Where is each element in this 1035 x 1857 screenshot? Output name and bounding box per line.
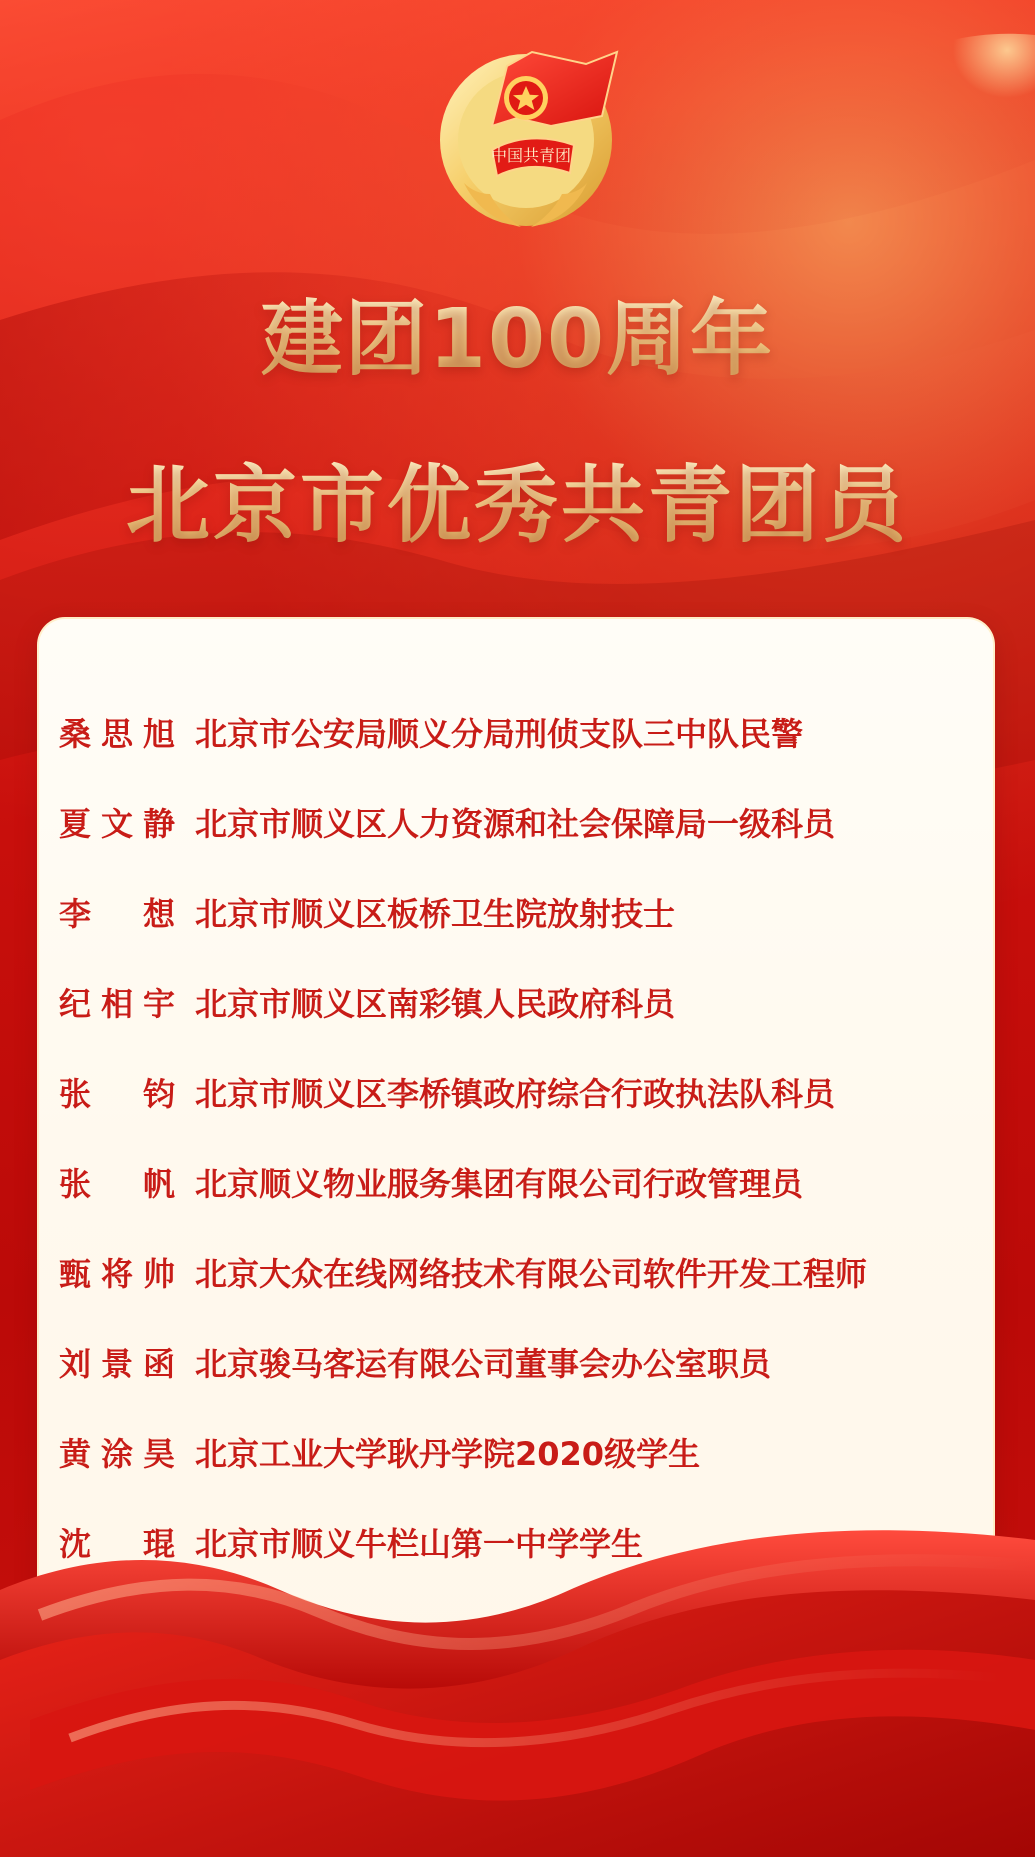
honoree-name: 张帆 [59,1165,175,1203]
honoree-name: 张钧 [59,1075,175,1113]
honoree-list [59,689,979,1589]
honoree-name: 刘景函 [59,1345,175,1383]
page-title-line-2: 北京市优秀共青团员 [0,455,1035,555]
page-title-line-1: 建团100周年 [0,290,1035,390]
honoree-row [59,1229,979,1319]
honoree-row [59,1049,979,1139]
honoree-row [59,689,979,779]
honoree-role: 北京市公安局顺义分局刑侦支队三中队民警 [195,715,804,753]
honoree-role: 北京市顺义区人力资源和社会保障局一级科员 [195,805,836,843]
honoree-row [59,1319,979,1409]
honoree-row [59,959,979,1049]
honoree-role: 北京大众在线网络技术有限公司软件开发工程师 [195,1255,868,1293]
honoree-name: 甄将帅 [59,1255,175,1293]
honoree-role: 北京工业大学耿丹学院2020级学生 [195,1435,701,1473]
honoree-row [59,779,979,869]
honoree-role: 北京市顺义区南彩镇人民政府科员 [195,985,676,1023]
honoree-role: 北京市顺义区板桥卫生院放射技士 [195,895,676,933]
emblem-banner-text: 中国共青团 [490,146,572,165]
honoree-name: 夏文静 [59,805,175,843]
honoree-name: 桑思旭 [59,715,175,753]
honoree-row [59,1139,979,1229]
honoree-row [59,869,979,959]
honoree-role: 北京顺义物业服务集团有限公司行政管理员 [195,1165,804,1203]
honoree-name: 黄涂昊 [59,1435,175,1473]
honoree-name: 沈琨 [59,1525,175,1563]
honoree-role: 北京市顺义牛栏山第一中学学生 [195,1525,644,1563]
honoree-name: 纪相宇 [59,985,175,1023]
red-ribbon-decoration [0,1480,1035,1857]
honoree-role: 北京骏马客运有限公司董事会办公室职员 [195,1345,772,1383]
communist-youth-league-emblem-icon [420,28,635,240]
honoree-name: 李想 [59,895,175,933]
honoree-role: 北京市顺义区李桥镇政府综合行政执法队科员 [195,1075,836,1113]
